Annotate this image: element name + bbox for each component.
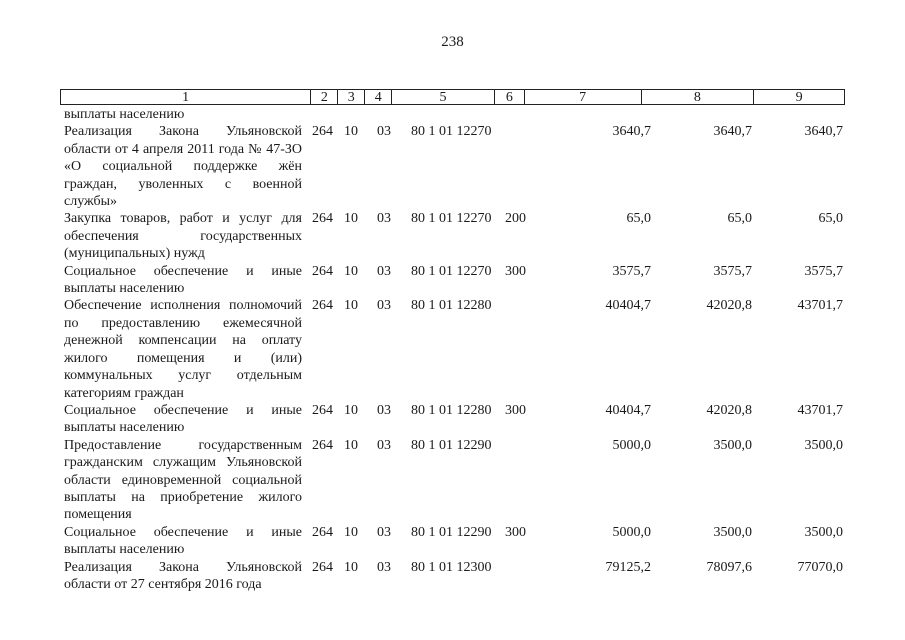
cell-expense-type [505, 437, 539, 524]
cell-amount-year2: 3500,0 [713, 437, 752, 453]
cell-subsection: 03 [377, 559, 391, 575]
row-description: Реализация Закона Ульяновской области от 27 сентября 2016 года [64, 559, 302, 592]
cell-target-article: 80 1 01 12300 [411, 559, 492, 575]
table-row [64, 210, 849, 262]
cell-amount-year3: 3500,0 [804, 524, 843, 540]
cell-section: 10 [344, 402, 358, 418]
header-col-2: 2 [311, 90, 338, 104]
cell-target-article: 80 1 01 12290 [411, 437, 492, 453]
cell-ministry: 264 [312, 524, 333, 540]
table-row [64, 263, 849, 298]
cell-ministry: 264 [312, 402, 333, 418]
cell-amount-year1: 3575,7 [612, 263, 651, 279]
cell-subsection: 03 [377, 524, 391, 540]
cell-section: 10 [344, 524, 358, 540]
cell-amount-year3: 3575,7 [804, 263, 843, 279]
cell-subsection: 03 [377, 437, 391, 453]
cell-subsection: 03 [377, 298, 391, 314]
cell-ministry: 264 [312, 559, 333, 575]
cell-amount-year1: 5000,0 [612, 437, 651, 453]
cell-expense-type: 300 [505, 402, 526, 418]
header-col-1: 1 [61, 90, 311, 104]
cell-expense-type [505, 123, 539, 210]
cell-amount-year3: 77070,0 [797, 559, 843, 575]
table-row [64, 297, 849, 401]
table-body [64, 106, 849, 593]
cell-expense-type: 300 [505, 524, 526, 540]
cell-section: 10 [344, 211, 358, 227]
header-col-5: 5 [392, 90, 495, 104]
row-description: Социальное обеспечение и иные выплаты населению [64, 524, 302, 558]
row-description: Предоставление государственным гражданским служащим Ульяновской области единовременной социальной выплаты на приобретение жилого помещения [64, 437, 302, 523]
cell-amount-year2: 42020,8 [706, 298, 752, 314]
row-description: Обеспечение исполнения полномочий по предоставлению ежемесячной денежной компенсации на оплату жилого помещения и (или) коммунальных услуг отдельным категориям граждан [64, 298, 302, 401]
cell-amount-year3: 43701,7 [797, 402, 843, 418]
cell-target-article: 80 1 01 12270 [411, 124, 492, 140]
cell-ministry: 264 [312, 211, 333, 227]
header-col-8: 8 [642, 90, 755, 104]
header-col-9: 9 [795, 90, 803, 105]
cell-ministry: 264 [312, 263, 333, 279]
cell-target-article: 80 1 01 12280 [411, 298, 492, 314]
table-row [64, 437, 849, 524]
cell-ministry: 264 [312, 437, 333, 453]
table-header [60, 89, 845, 105]
row-description: выплаты населению [64, 107, 185, 122]
row-description: Социальное обеспечение и иные выплаты населению [64, 402, 302, 436]
header-col-6: 6 [495, 90, 525, 104]
cell-ministry: 264 [312, 124, 333, 140]
cell-amount-year1: 3640,7 [612, 124, 651, 140]
cell-amount-year2: 3640,7 [713, 124, 752, 140]
table-row [64, 524, 849, 559]
cell-subsection: 03 [377, 402, 391, 418]
table-row [64, 123, 849, 210]
header-col-4: 4 [365, 90, 392, 104]
cell-amount-year2: 42020,8 [706, 402, 752, 418]
cell-subsection: 03 [377, 263, 391, 279]
cell-amount-year1: 79125,2 [605, 559, 651, 575]
cell-expense-type [505, 559, 539, 594]
cell-amount-year3: 3640,7 [804, 124, 843, 140]
cell-amount-year1: 40404,7 [605, 298, 651, 314]
row-description: Реализация Закона Ульяновской области от 4 апреля 2011 года № 47-ЗО «О социальной поддержке жён граждан, уволенных с военной службы» [64, 124, 302, 210]
cell-subsection: 03 [377, 124, 391, 140]
row-description: Закупка товаров, работ и услуг для обеспечения государственных (муниципальных) нужд [64, 211, 302, 262]
cell-subsection: 03 [377, 211, 391, 227]
header-col-7: 7 [525, 90, 642, 104]
page-number: 238 [441, 34, 464, 50]
cell-amount-year2: 3575,7 [713, 263, 752, 279]
cell-section: 10 [344, 263, 358, 279]
cell-target-article: 80 1 01 12270 [411, 263, 492, 279]
cell-amount-year3: 65,0 [818, 211, 843, 227]
cell-ministry: 264 [312, 298, 333, 314]
cell-amount-year2: 78097,6 [706, 559, 752, 575]
cell-target-article: 80 1 01 12290 [411, 524, 492, 540]
cell-amount-year2: 3500,0 [713, 524, 752, 540]
cell-amount-year3: 3500,0 [804, 437, 843, 453]
row-description: Социальное обеспечение и иные выплаты населению [64, 263, 302, 297]
header-col-3: 3 [338, 90, 365, 104]
cell-section: 10 [344, 437, 358, 453]
cell-expense-type: 300 [505, 263, 526, 279]
cell-amount-year1: 5000,0 [612, 524, 651, 540]
table-row [64, 106, 849, 123]
cell-target-article: 80 1 01 12280 [411, 402, 492, 418]
cell-section: 10 [344, 559, 358, 575]
cell-amount-year1: 40404,7 [605, 402, 651, 418]
cell-target-article: 80 1 01 12270 [411, 211, 492, 227]
cell-amount-year3: 43701,7 [797, 298, 843, 314]
cell-section: 10 [344, 124, 358, 140]
table-row [64, 402, 849, 437]
cell-section: 10 [344, 298, 358, 314]
cell-amount-year1: 65,0 [626, 211, 651, 227]
cell-expense-type: 200 [505, 211, 526, 227]
cell-expense-type [505, 297, 539, 401]
cell-amount-year2: 65,0 [727, 211, 752, 227]
table-row [64, 559, 849, 594]
